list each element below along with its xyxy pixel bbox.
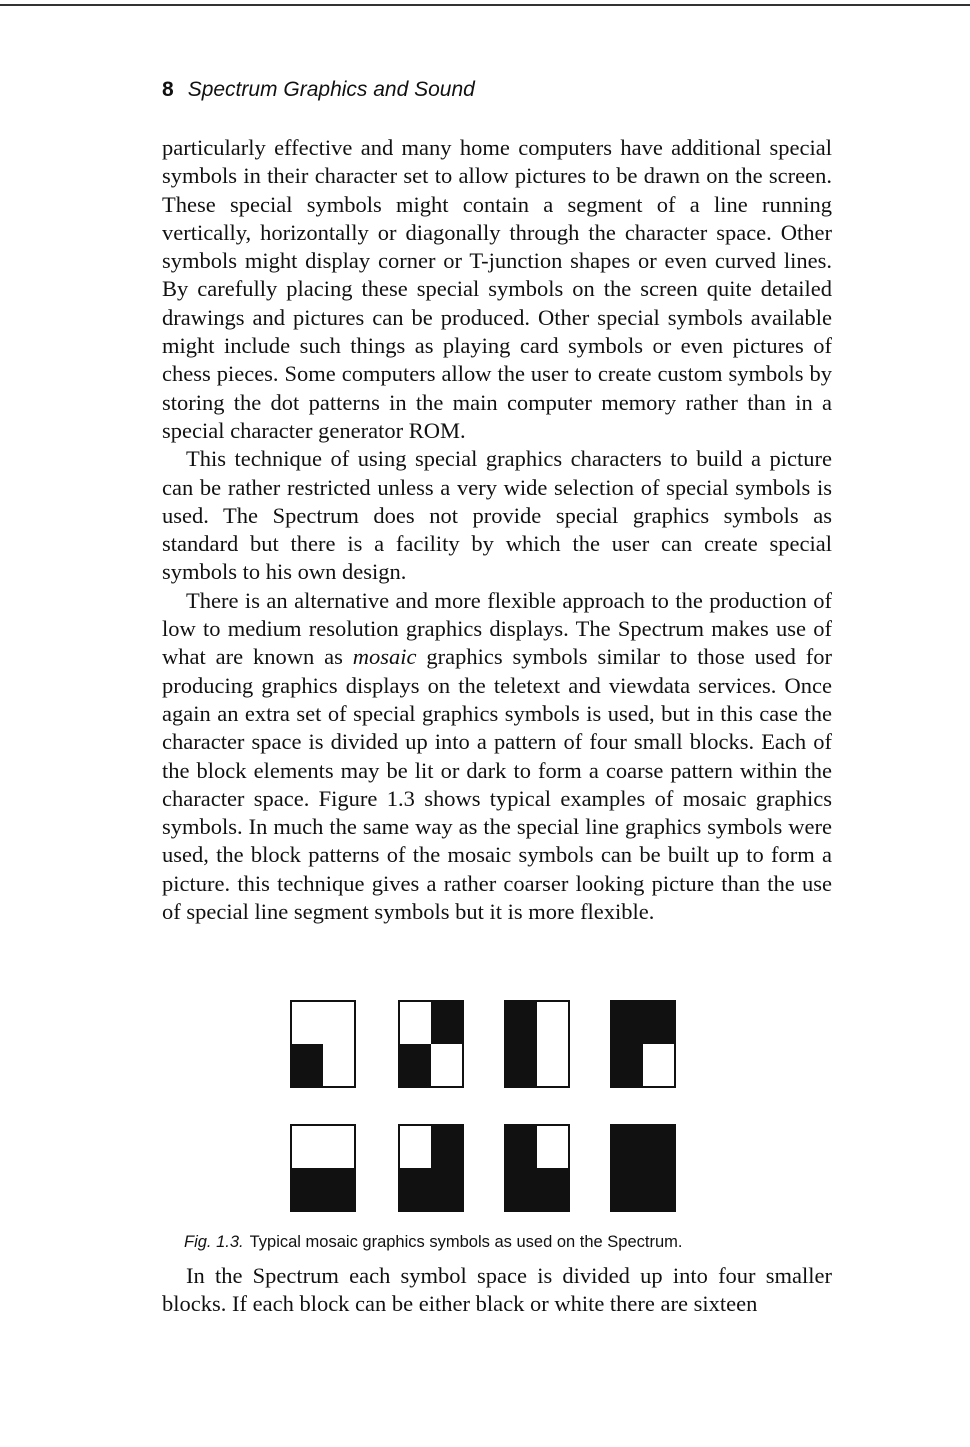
mosaic-block-bl (612, 1044, 643, 1086)
mosaic-symbol (504, 1124, 570, 1212)
mosaic-block-br (643, 1168, 674, 1210)
mosaic-block-br (431, 1168, 462, 1210)
mosaic-block-tr (431, 1002, 462, 1044)
mosaic-block-tl (612, 1002, 643, 1044)
paragraph-2: This technique of using special graphics characters to build a picture can be rather restricted unless a very wide selection of special symbols is used. The Spectrum does not provide special graphics symbols as standard but there is a facility by which the user can create special symbols to his own design. (162, 446, 832, 585)
body-text-upper (162, 134, 832, 926)
mosaic-symbol (398, 1124, 464, 1212)
paragraph-3-part-1: There is an alternative and more flexible approach to the production of low to medium resolution graphics displays. The Spectrum makes use of what are known as (162, 587, 832, 670)
figure-label: Fig. 1.3. (184, 1233, 244, 1251)
mosaic-term: mosaic (352, 644, 417, 670)
mosaic-symbol (398, 1000, 464, 1088)
running-head (162, 76, 475, 104)
mosaic-block-bl (506, 1044, 537, 1086)
mosaic-block-bl (400, 1168, 431, 1210)
mosaic-block-tl (612, 1126, 643, 1168)
book-title: Spectrum Graphics and Sound (187, 78, 475, 101)
paragraph-4: In the Spectrum each symbol space is divided up into four smaller blocks. If each block can be either black or white there are sixteen (162, 1263, 832, 1317)
paragraph-3 (162, 587, 832, 927)
mosaic-block-bl (612, 1168, 643, 1210)
mosaic-symbol (290, 1124, 356, 1212)
mosaic-block-bl (400, 1044, 431, 1086)
page-number: 8 (162, 78, 174, 101)
mosaic-block-br (537, 1168, 568, 1210)
mosaic-block-bl (506, 1168, 537, 1210)
mosaic-symbol (290, 1000, 356, 1088)
mosaic-block-tr (643, 1126, 674, 1168)
paragraph-1: particularly effective and many home computers have additional special symbols in their character set to allow pictures to be drawn on the screen. These special symbols might contain a segment of a line running vertically, horizontally or diagonally through the character space. Other symbols might display corner or T-junction shapes or even curved lines. By carefully placing these special symbols on the screen quite detailed drawings and pictures can be produced. Other special symbols available might include such things as playing card symbols or even pictures of chess pieces. Some computers allow the user to create custom symbols by storing the dot patterns in the main computer memory rather than in a special character generator ROM. (162, 135, 832, 443)
mosaic-block-tr (643, 1002, 674, 1044)
mosaic-symbols-figure (290, 1000, 680, 1212)
mosaic-block-bl (292, 1044, 323, 1086)
mosaic-symbol (610, 1124, 676, 1212)
mosaic-block-tr (431, 1126, 462, 1168)
mosaic-symbol (504, 1000, 570, 1088)
body-text-lower (162, 1262, 832, 1319)
mosaic-block-tl (506, 1126, 537, 1168)
mosaic-symbol (610, 1000, 676, 1088)
figure-caption-text: Typical mosaic graphics symbols as used on the Spectrum. (249, 1233, 683, 1251)
figure-caption (184, 1231, 682, 1253)
top-rule (0, 4, 970, 6)
paragraph-3-part-2: graphics symbols similar to those used for producing graphics displays on the teletext and viewdata services. Once again an extra set of special graphics symbols is used, but in this case the character space is divided up into a pattern of four small blocks. Each of the block elements may be lit or dark to form a coarse pattern within the character space. Figure 1.3 shows typical examples of mosaic graphics symbols. In much the same way as the special line graphics symbols were used, the block patterns of the mosaic symbols can be built up to form a picture. this technique gives a rather coarser looking picture than the use of special line segment symbols but it is more flexible. (162, 644, 832, 925)
mosaic-block-bl (292, 1168, 323, 1210)
mosaic-block-tl (506, 1002, 537, 1044)
mosaic-block-br (323, 1168, 354, 1210)
